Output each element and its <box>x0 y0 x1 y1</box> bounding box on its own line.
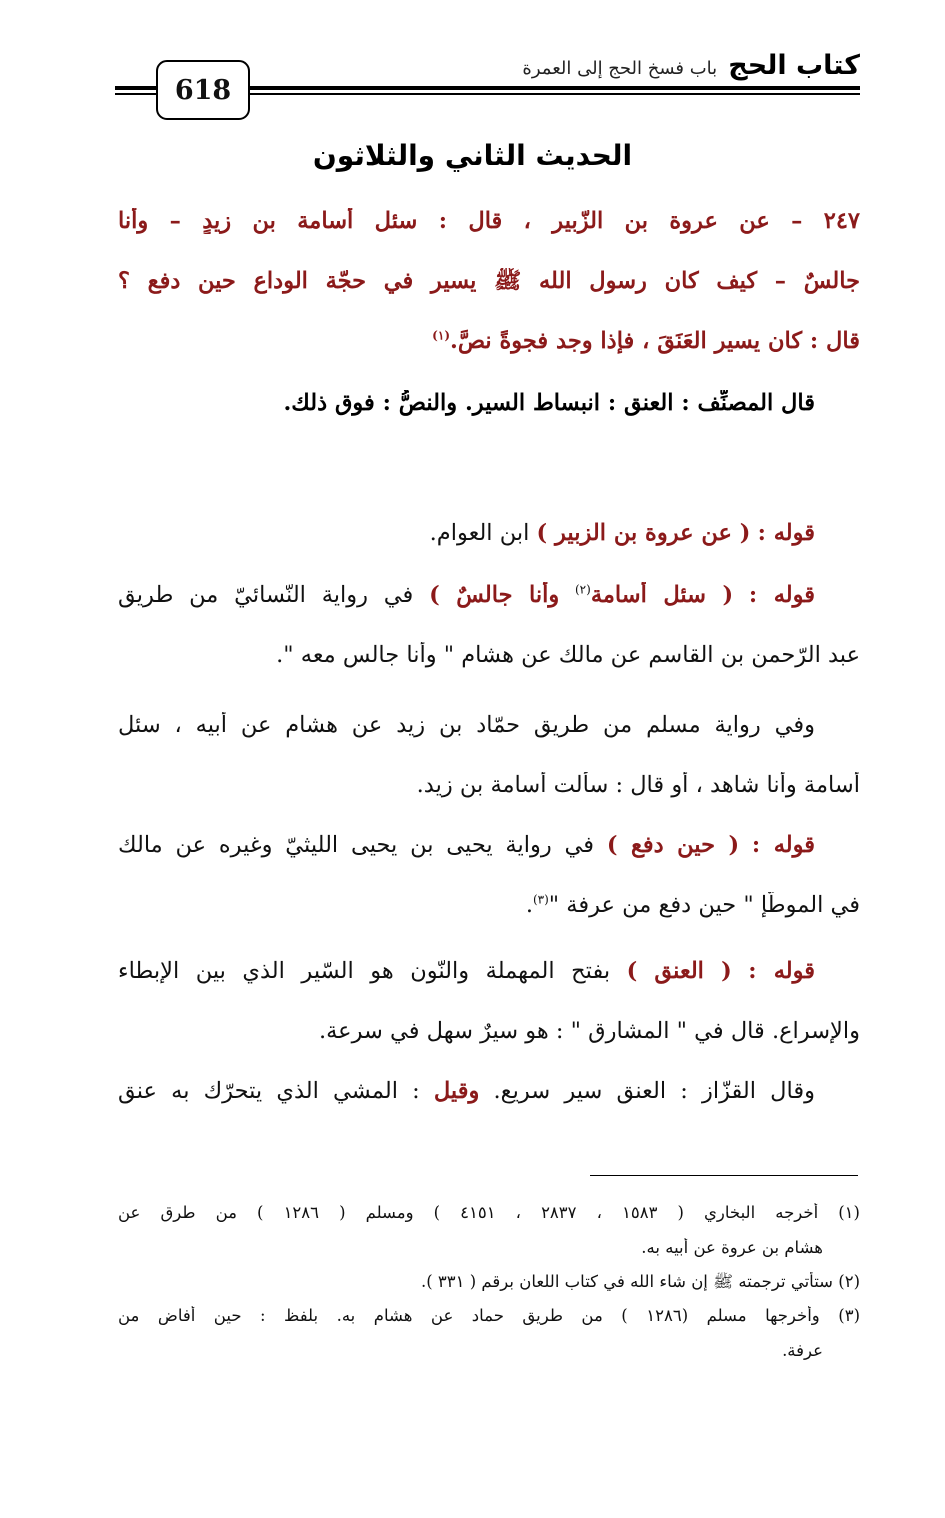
commentary-line-7 <box>118 892 860 918</box>
hadith-line-3 <box>118 328 860 354</box>
qawl-label: قوله : <box>748 582 815 608</box>
page-number: 618 <box>156 60 250 120</box>
section-title: الحديث الثاني والثلاثون <box>312 139 633 172</box>
footnote-ref-2: (٢) <box>574 582 591 597</box>
quoted-term: ( العنق ) <box>626 958 732 984</box>
footnote-separator <box>590 1175 858 1176</box>
author-note-text: قال المصنِّف : العنق : انبساط السير. والنصُّ : فوق ذلك. <box>283 390 815 416</box>
quoted-term: وقيل <box>433 1078 480 1104</box>
commentary-text: في رواية النّسائيّ من طريق <box>118 582 414 608</box>
footnote-1-cont: هشام بن عروة عن أبيه به. <box>641 1238 823 1257</box>
commentary-text: في رواية يحيى بن يحيى الليثيّ وغيره عن مالك <box>118 832 595 858</box>
hadith-line-3-text: قال : كان يسير العَنَقَ ، فإذا وجد فجوةً نصَّ. <box>450 328 860 354</box>
quoted-term-2: وأنا جالسٌ ) <box>429 582 560 608</box>
commentary-line-3: عبد الرّحمن بن القاسم عن مالك عن هشام " وأنا جالس معه ". <box>276 642 860 668</box>
commentary-line-10 <box>118 1078 860 1104</box>
footnote-ref-3: (٣) <box>532 892 549 907</box>
commentary-line-1 <box>118 520 860 546</box>
commentary-text: وفي رواية مسلم من طريق حمّاد بن زيد عن هشام عن أبيه ، سئل <box>118 712 815 738</box>
footnote-ref-1: (١) <box>432 328 450 343</box>
chapter-title: باب فسخ الحج إلى العمرة <box>522 58 718 79</box>
book-title: كتاب الحج <box>728 50 860 81</box>
commentary-text-2: : المشي الذي يتحرّك به عنق <box>118 1078 420 1104</box>
running-header <box>522 50 860 81</box>
quoted-term: ( حين دفع ) <box>606 832 740 858</box>
quoted-term: ( سئل أسامة <box>590 582 734 608</box>
commentary-text: وقال القزّاز : العنق سير سريع. <box>493 1078 815 1104</box>
commentary-text: في الموطّإ " حين دفع من عرفة " <box>548 892 860 918</box>
footnote-3: (٣) وأخرجها مسلم (١٢٨٦ ) من طريق حماد عن هشام به. بلفظ : حين أفاض من <box>118 1306 860 1325</box>
footnote-3-cont: عرفة. <box>782 1341 823 1360</box>
commentary-text: ابن العوام. <box>429 520 530 546</box>
hadith-line-2: جالسٌ – كيف كان رسول الله ﷺ يسير في حجّة الوداع حين دفع ؟ <box>118 268 860 294</box>
commentary-line-9: والإسراع. قال في " المشارق " : هو سيرٌ سهل في سرعة. <box>318 1018 860 1044</box>
qawl-label: قوله : <box>748 958 816 984</box>
commentary-tail: . <box>525 892 533 918</box>
footnote-2: (٢) ستأتي ترجمته ﷺ إن شاء الله في كتاب اللعان برقم ( ٣٣١ ). <box>420 1272 860 1291</box>
commentary-line-4 <box>118 712 860 738</box>
commentary-line-5: أسامة وأنا شاهد ، أو قال : سألت أسامة بن زيد. <box>416 772 860 798</box>
qawl-label: قوله : <box>751 832 816 858</box>
footnote-1: (١) أخرجه البخاري ( ١٥٨٣ ، ٢٨٣٧ ، ٤١٥١ ) ومسلم ( ١٢٨٦ ) من طرق عن <box>118 1203 860 1222</box>
hadith-line-1: ٢٤٧ – عن عروة بن الزّبير ، قال : سئل أسامة بن زيدٍ – وأنا <box>118 208 860 234</box>
commentary-line-6 <box>118 832 860 858</box>
commentary-line-2 <box>118 582 860 608</box>
author-note <box>118 390 860 416</box>
commentary-line-8 <box>118 958 860 984</box>
qawl-label: قوله : <box>757 520 815 546</box>
quoted-term: ( عن عروة بن الزبير ) <box>536 520 751 546</box>
commentary-text: بفتح المهملة والنّون هو السّير الذي بين الإبطاء <box>118 958 611 984</box>
